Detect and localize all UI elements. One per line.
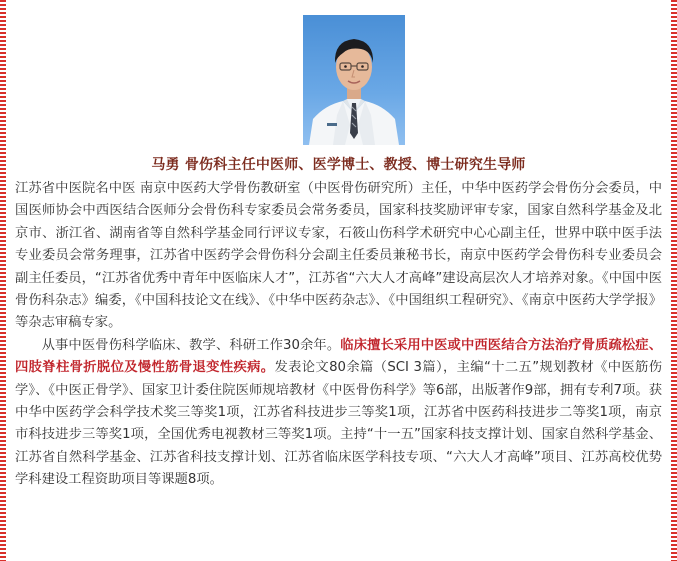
doctor-name: 马勇 xyxy=(151,157,180,173)
bio-specialty-highlight: 临床擅长采用中医或中西医结合方法治疗骨质疏松症、四肢脊柱骨折脱位及慢性筋骨退变性疾病。 xyxy=(15,337,663,376)
bio-paragraph-2-lead: 从事中医骨伤科学临床、教学、科研工作30余年。 xyxy=(41,337,341,353)
doctor-portrait-photo xyxy=(303,15,405,145)
left-border-decoration xyxy=(0,0,6,561)
doctor-title: 骨伤科主任中医师、医学博士、教授、博士研究生导师 xyxy=(184,157,526,173)
bio-paragraph-2-rest: 发表论文80余篇（SCI 3篇），主编“十二五”规划教材《中医筋伤学》、《中医正骨学》、国家卫计委住院医师规培教材《中医骨伤科学》等6部，出版著作9部，拥有专利7项。获中华中医药学会科学技术奖三等奖1项，江苏省科技进步三等奖1项，江苏省中医药科技进步二等奖1项，南京市科技进步三等奖1项，全国优秀电视教材三等奖1项。主持“十一五”国家科技支撑计划、国家自然科学基金、江苏省自然科学基金、江苏省科技支撑计划、江苏省临床医学科技专项、“六大人才高峰”项目、江苏高校优势学科建设工程资助项目等课题8项。 xyxy=(15,360,662,488)
doctor-biography xyxy=(15,178,662,492)
bio-paragraph-1: 江苏省中医院名中医 南京中医药大学骨伤教研室（中医骨伤研究所）主任，中华中医药学会骨伤分会委员，中国医师协会中西医结合医师分会骨伤科专家委员会常务委员，国家科技奖励评审专家，国家自然科学基金及北京市、浙江省、湖南省等自然科学基金同行评议专家，石筱山伤科学术研究中心心副主任，世界中联中医手法专业委员会常务理事，江苏省中医药学会骨伤科分会副主任委员兼秘书长，南京中医药学会骨伤科专业委员会副主任委员，“江苏省优秀中青年中医临床人才”，江苏省“六大人才高峰”建设高层次人才培养对象。《中国中医骨伤科杂志》编委，《中国科技论文在线》、《中华中医药杂志》、《中国组织工程研究》、《南京中医药大学学报》等杂志审稿专家。 xyxy=(15,181,662,331)
right-border-decoration xyxy=(671,0,677,561)
bio-paragraph-2 xyxy=(15,335,662,492)
doctor-name-title xyxy=(0,154,677,176)
